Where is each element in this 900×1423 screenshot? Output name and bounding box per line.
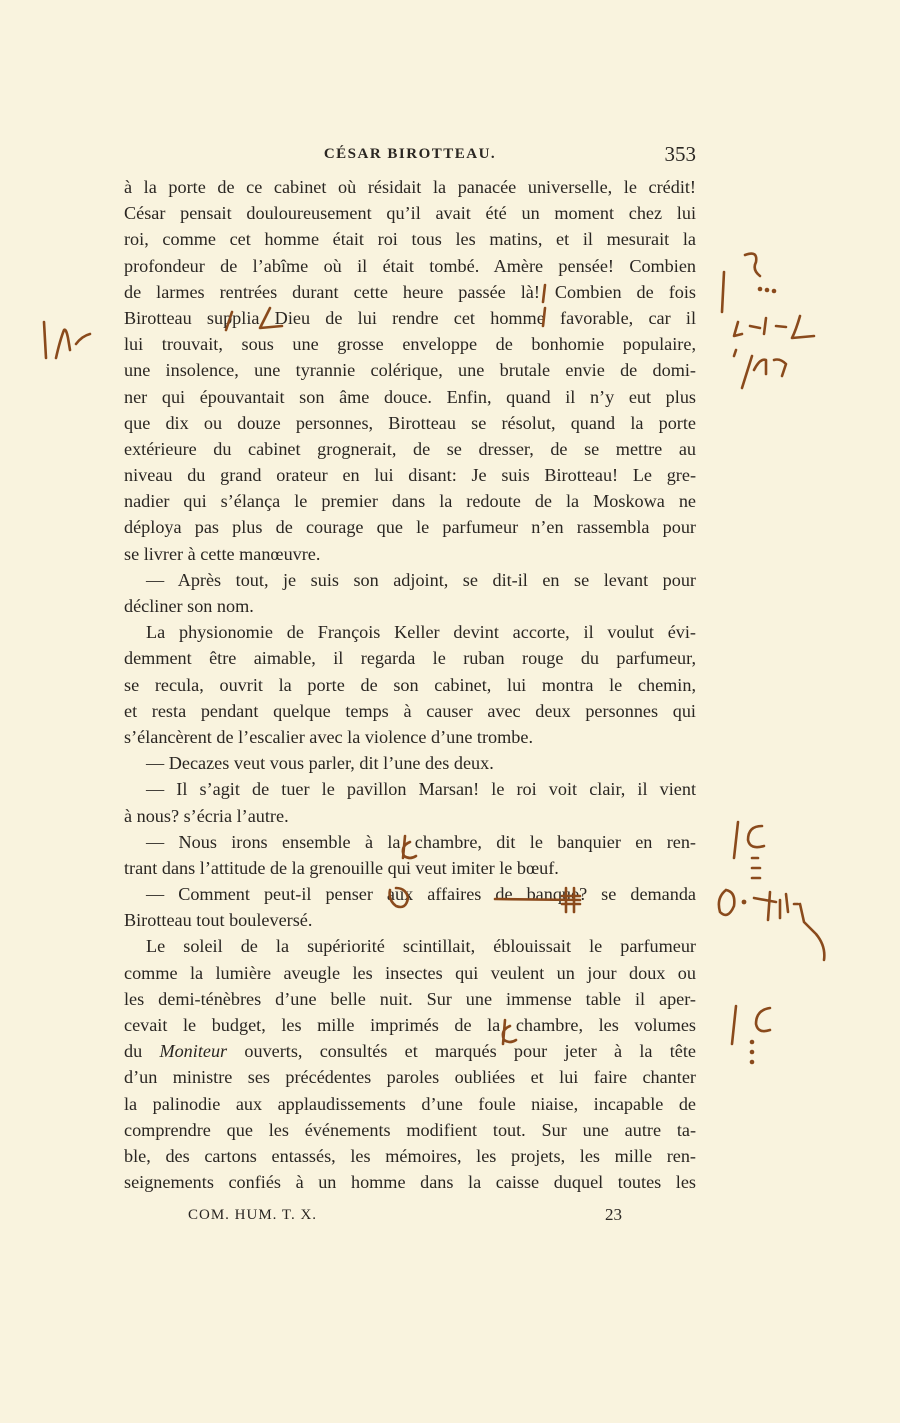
- text-line: extérieure du cabinet grognerait, de se dresser, de se mettre au: [124, 438, 696, 459]
- handwritten-tick: [734, 350, 736, 356]
- handwritten-note-right: [742, 356, 786, 388]
- text-line: la palinodie aux applaudissements d’une foule niaise, incapable de: [124, 1093, 696, 1114]
- handwritten-note-right: [734, 316, 814, 338]
- running-header: [124, 142, 696, 170]
- text-line: niveau du grand orateur en lui disant: Je suis Birotteau! Le gre-: [124, 465, 696, 486]
- text-line: Birotteau supplia Dieu de lui rendre cet homme favorable, car il: [124, 307, 696, 328]
- text-line: les demi-ténèbres d’une belle nuit. Sur une immense table il aper-: [124, 988, 696, 1009]
- text-line: — Il s’agit de tuer le pavillon Marsan! le roi voit clair, il vient: [146, 779, 696, 800]
- running-title: CÉSAR BIROTTEAU.: [323, 146, 497, 162]
- body-text: [124, 174, 696, 1195]
- text-line: La physionomie de François Keller devint accorte, il voulut évi-: [146, 622, 696, 643]
- text-line: seignements confiés à un homme dans la caisse duquel toutes les: [124, 1172, 696, 1193]
- margin-bar-left: [44, 322, 46, 358]
- text-line: demment être aimable, il regarda le ruban rouge du parfumeur,: [124, 648, 696, 669]
- text-line: — Comment peut-il penser aux affaires de banque? se demanda: [146, 884, 696, 905]
- text-line: cevait le budget, les mille imprimés de la chambre, les volumes: [124, 1015, 696, 1035]
- text-line: trant dans l’attitude de la grenouille qui veut imiter le bœuf.: [124, 857, 559, 878]
- page-number: 353: [664, 142, 696, 166]
- handwritten-note-right: [745, 254, 760, 276]
- text-fragment: du: [124, 1041, 143, 1062]
- text-line: roi, comme cet homme était roi tous les matins, et il mesurait la: [124, 229, 696, 250]
- signature-mark: COM. HUM. T. X.: [188, 1207, 318, 1223]
- text-line: lui trouvait, sous une grosse enveloppe de bonhomie populaire,: [124, 334, 696, 355]
- handwritten-note-right: [748, 826, 764, 847]
- text-line: Birotteau tout bouleversé.: [124, 910, 313, 931]
- handwritten-note-right: [719, 890, 734, 915]
- text-line: de larmes rentrées durant cette heure passée là! Combien de fois: [124, 281, 696, 302]
- text-line: — Nous irons ensemble à la chambre, dit le banquier en ren-: [146, 831, 696, 852]
- text-line: déploya pas plus de courage que le parfumeur n’en rassembla pour: [124, 517, 696, 538]
- text-line: ble, des cartons entassés, les mémoires, les projets, les mille ren-: [124, 1145, 696, 1166]
- handwritten-note-right: [756, 1008, 770, 1031]
- text-line: nadier qui s’élança le premier dans la redoute de la Moskowa ne: [124, 491, 696, 512]
- text-line: se recula, ouvrit la porte de son cabinet, lui montra le chemin,: [124, 674, 696, 695]
- text-line: à la porte de ce cabinet où résidait la panacée universelle, le crédit!: [124, 177, 696, 197]
- text-line: s’élancèrent de l’escalier avec la violence d’une trombe.: [124, 726, 533, 747]
- text-line: Le soleil de la supériorité scintillait, éblouissait le parfumeur: [146, 936, 696, 957]
- text-line: profondeur de l’abîme où il était tombé. Amère pensée! Combien: [124, 255, 696, 276]
- margin-bar-right: [722, 272, 724, 312]
- text-line: décliner son nom.: [124, 596, 254, 616]
- margin-bar-right: [734, 822, 738, 858]
- text-line: ner qui épouvantait son âme douce. Enfin, quand il n’y eut plus: [124, 386, 696, 407]
- margin-bar-right: [732, 1006, 736, 1044]
- handwritten-note-right: [754, 892, 824, 960]
- text-line: [124, 1038, 696, 1064]
- text-line: se livrer à cette manœuvre.: [124, 543, 321, 564]
- text-line: comprendre que les événements modifient tout. Sur une autre ta-: [124, 1119, 696, 1140]
- page-footer: [124, 1205, 696, 1229]
- italic-title: Moniteur: [159, 1041, 228, 1062]
- text-line: une insolence, une tyrannie colérique, une brutale envie de domi-: [124, 360, 696, 381]
- text-line: comme la lumière aveugle les insectes qui veulent un jour doux ou: [124, 962, 696, 983]
- text-fragment: ouverts, consultés et marqués pour jeter à la tête: [244, 1041, 696, 1062]
- handwritten-note-left: [56, 330, 90, 358]
- handwritten-lines: [752, 858, 760, 878]
- text-line: César pensait douloureusement qu’il avait été un moment chez lui: [124, 203, 696, 224]
- text-line: que dix ou douze personnes, Birotteau se résolut, quand la porte: [124, 412, 696, 433]
- text-line: à nous? s’écria l’autre.: [124, 805, 289, 826]
- text-line: et resta pendant quelque temps à causer avec deux personnes qui: [124, 700, 696, 721]
- text-line: d’un ministre ses précédentes paroles oubliées et lui faire chanter: [124, 1067, 696, 1088]
- text-line: — Decazes veut vous parler, dit l’une des deux.: [146, 753, 494, 774]
- text-line: — Après tout, je suis son adjoint, se dit-il en se levant pour: [146, 569, 696, 590]
- sheet-number: 23: [605, 1205, 622, 1224]
